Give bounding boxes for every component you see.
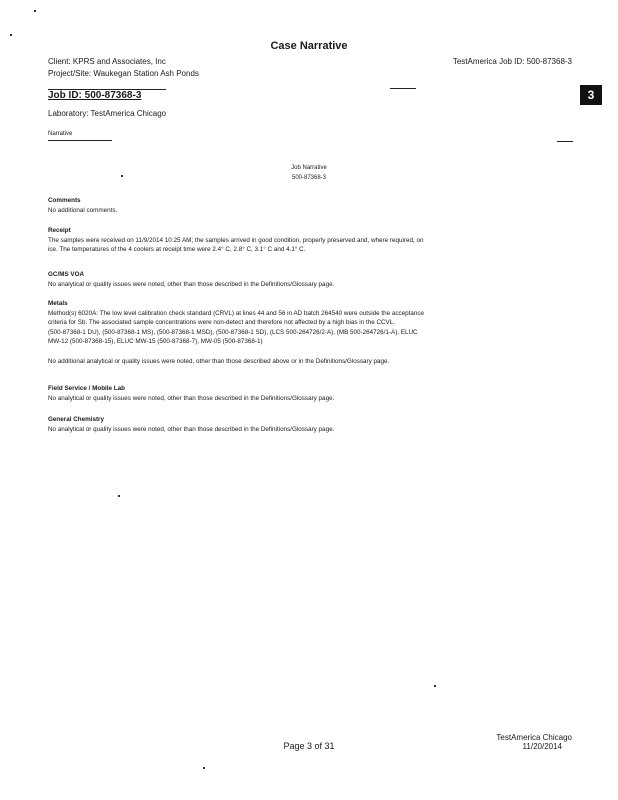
section-heading: Receipt	[48, 227, 71, 234]
section-text: No additional analytical or quality issues were noted, other than those described above or in the Definitions/Glossary page.	[48, 357, 390, 365]
section-metals	[48, 299, 508, 366]
divider	[48, 140, 112, 141]
scan-speck	[434, 685, 436, 687]
section-text: No additional comments.	[48, 206, 118, 214]
divider	[557, 141, 573, 142]
client-line: Client: KPRS and Associates, Inc	[48, 57, 166, 66]
narrative-label: Narrative	[48, 131, 73, 137]
section-receipt	[48, 226, 508, 255]
section-heading: Comments	[48, 197, 81, 204]
footer-lab-name: TestAmerica Chicago	[496, 733, 572, 742]
scan-speck	[121, 175, 123, 177]
section-text: MW-12 (500-87368-15), ELUC MW-15 (500-87368-7), MW-05 (500-87368-1)	[48, 338, 263, 345]
project-line: Project/Site: Waukegan Station Ash Ponds	[48, 69, 199, 78]
page-number: Page 3 of 31	[283, 741, 335, 751]
section-general-chemistry	[48, 415, 508, 434]
section-text: No analytical or quality issues were noted, other than those described in the Definitions/Glossary page.	[48, 280, 335, 288]
footer-date: 11/20/2014	[522, 742, 562, 751]
job-narrative-title: Job Narrative	[291, 165, 327, 171]
section-heading: Metals	[48, 300, 68, 307]
section-heading: General Chemistry	[48, 416, 104, 423]
section-comments	[48, 196, 508, 215]
section-text: The samples were received on 11/9/2014 10:25 AM; the samples arrived in good condition, properly preserved and, where required, on	[48, 236, 424, 244]
section-field-service	[48, 384, 508, 403]
section-text: criteria for Sb. The associated sample concentrations were non-detect and therefore not affected by a high bias in the CCVL.	[48, 319, 395, 326]
laboratory-line: Laboratory: TestAmerica Chicago	[48, 109, 167, 118]
scan-speck	[203, 767, 205, 769]
section-text: Method(s) 6020A: The low level calibration check standard (CRVL) at lines 44 and 56 in AD batch 264540 were outside the acceptance	[48, 309, 425, 317]
page-title: Case Narrative	[270, 40, 348, 52]
section-tab-badge: 3	[580, 85, 602, 105]
scan-speck	[34, 10, 36, 12]
scan-speck	[118, 495, 120, 497]
job-reference: TestAmerica Job ID: 500-87368-3	[452, 57, 572, 66]
section-gcms-voa	[48, 270, 508, 289]
section-text: No analytical or quality issues were noted, other than those described in the Definitions/Glossary page.	[48, 394, 335, 402]
section-heading: GC/MS VOA	[48, 271, 85, 278]
section-text: (500-87368-1 DU), (500-87368-1 MS), (500-87368-1 MSD), (500-87368-1 SD), (LCS 500-264726/2-A), (MB 500-264726/1-A), ELUC	[48, 328, 418, 336]
job-narrative-id: 500-87368-3	[291, 175, 327, 181]
job-id-heading: Job ID: 500-87368-3	[48, 90, 142, 101]
divider	[390, 88, 416, 89]
scan-speck	[10, 34, 12, 36]
section-heading: Field Service / Mobile Lab	[48, 385, 125, 392]
section-text: No analytical or quality issues were noted, other than those described in the Definitions/Glossary page.	[48, 425, 335, 433]
section-text: ice. The temperatures of the 4 coolers at receipt time were 2.4° C, 2.8° C, 3.1° C and 4.1° C.	[48, 246, 306, 253]
